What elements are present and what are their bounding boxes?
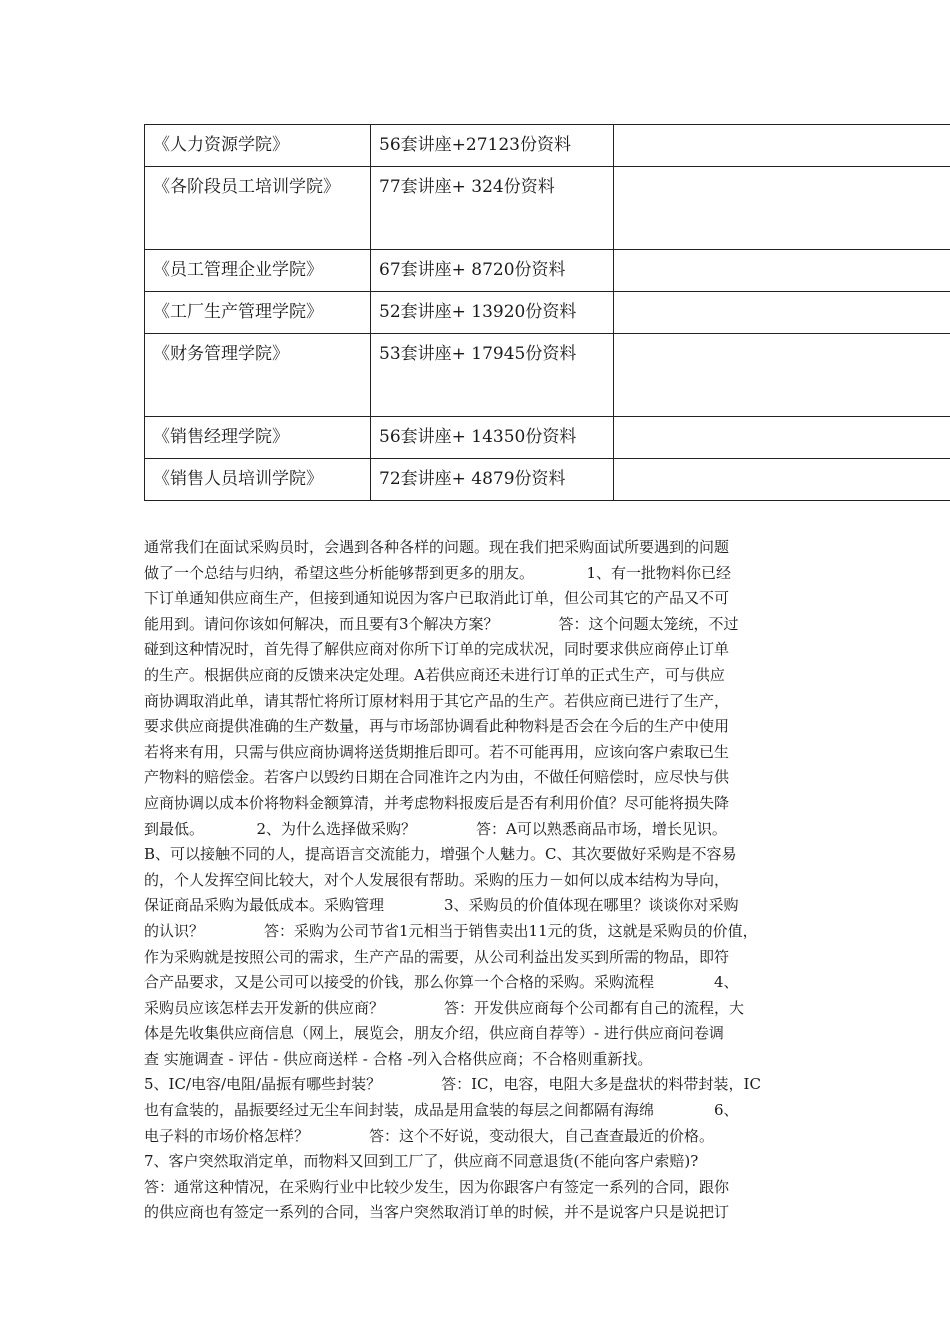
- empty-cell: [614, 292, 950, 334]
- paragraph-line: 7、客户突然取消定单，而物料又回到工厂了，供应商不同意退货(不能向客户索赔)?: [144, 1152, 699, 1171]
- paragraph-line: 体是先收集供应商信息（网上，展览会，朋友介绍，供应商自荐等）- 进行供应商问卷调: [144, 1024, 724, 1043]
- table-row: [145, 292, 950, 334]
- paragraph-line: 作为采购就是按照公司的需求，生产产品的需要，从公司利益出发买到所需的物品，即符: [144, 947, 730, 966]
- paragraph-line: 能用到。请问你该如何解决，而且要有3个解决方案？ 答：这个问题太笼统，不过: [144, 614, 739, 633]
- paragraph-line: 5、IC/电容/电阻/晶振有哪些封装？ 答：IC，电容，电阻大多是盘状的料带封装，IC: [144, 1075, 761, 1094]
- empty-cell: [614, 417, 950, 459]
- paragraph-line: 的供应商也有签定一系列的合同，当客户突然取消订单的时候，并不是说客户只是说把订: [144, 1203, 730, 1222]
- paragraph-line: 也有盒装的，晶振要经过无尘车间封装，成品是用盒装的每层之间都隔有海绵 6、: [144, 1101, 739, 1120]
- paragraph-line: 电子料的市场价格怎样？ 答：这个不好说，变动很大，自己查查最近的价格。: [144, 1126, 715, 1145]
- course-name-cell: 《人力资源学院》: [145, 125, 371, 167]
- course-count-cell: 52套讲座+ 13920份资料: [371, 292, 614, 334]
- course-count-cell: 56套讲座+ 14350份资料: [371, 417, 614, 459]
- paragraph-line: 碰到这种情况时，首先得了解供应商对你所下订单的完成状况，同时要求供应商停止订单: [144, 640, 730, 659]
- empty-cell: [614, 167, 950, 250]
- course-name-cell: 《销售经理学院》: [145, 417, 371, 459]
- course-count-cell: 53套讲座+ 17945份资料: [371, 334, 614, 417]
- course-table-body: [145, 125, 950, 501]
- course-count-cell: 77套讲座+ 324份资料: [371, 167, 614, 250]
- paragraph-line: 到最低。 2、为什么选择做采购？ 答：A可以熟悉商品市场，增长见识。: [144, 819, 727, 838]
- paragraph-line: 答：通常这种情况，在采购行业中比较少发生，因为你跟客户有签定一系列的合同，跟你: [144, 1177, 730, 1196]
- paragraph-line: 保证商品采购为最低成本。采购管理 3、采购员的价值体现在哪里？谈谈你对采购: [144, 896, 739, 915]
- course-count-cell: 72套讲座+ 4879份资料: [371, 459, 614, 501]
- paragraph-line: 商协调取消此单，请其帮忙将所订原材料用于其它产品的生产。若供应商已进行了生产，: [144, 691, 730, 710]
- paragraph-line: 若将来有用，只需与供应商协调将送货期推后即可。若不可能再用，应该向客户索取已生: [144, 742, 730, 761]
- course-name-cell: 《员工管理企业学院》: [145, 250, 371, 292]
- paragraph-line: 做了一个总结与归纳，希望这些分析能够帮到更多的朋友。 1、有一批物料你已经: [144, 563, 732, 582]
- paragraph-line: 合产品要求，又是公司可以接受的价钱，那么你算一个合格的采购。采购流程 4、: [144, 973, 739, 992]
- course-name-cell: 《各阶段员工培训学院》: [145, 167, 371, 250]
- table-row: [145, 125, 950, 167]
- paragraph-line: 的认识？ 答：采购为公司节省1元相当于销售卖出11元的货，这就是采购员的价值，: [144, 921, 758, 940]
- table-row: [145, 417, 950, 459]
- empty-cell: [614, 250, 950, 292]
- course-count-cell: 56套讲座+27123份资料: [371, 125, 614, 167]
- article-body: [144, 535, 950, 1226]
- paragraph-line: 的，个人发挥空间比较大，对个人发展很有帮助。采购的压力－如何以成本结构为导向，: [144, 870, 730, 889]
- course-name-cell: 《工厂生产管理学院》: [145, 292, 371, 334]
- empty-cell: [614, 459, 950, 501]
- table-row: [145, 167, 950, 250]
- paragraph-line: 的生产。根据供应商的反馈来决定处理。A若供应商还未进行订单的正式生产，可与供应: [144, 665, 725, 684]
- paragraph-line: 采购员应该怎样去开发新的供应商？ 答：开发供应商每个公司都有自己的流程，大: [144, 998, 745, 1017]
- paragraph-line: 查 实施调查 - 评估 - 供应商送样 - 合格 -列入合格供应商；不合格则重新找。: [144, 1049, 653, 1068]
- table-row: [145, 459, 950, 501]
- paragraph-line: 通常我们在面试采购员时，会遇到各种各样的问题。现在我们把采购面试所要遇到的问题: [144, 538, 730, 556]
- course-count-cell: 67套讲座+ 8720份资料: [371, 250, 614, 292]
- table-row: [145, 250, 950, 292]
- course-name-cell: 《财务管理学院》: [145, 334, 371, 417]
- paragraph-line: 要求供应商提供准确的生产数量，再与市场部协调看此种物料是否会在今后的生产中使用: [144, 717, 730, 736]
- empty-cell: [614, 334, 950, 417]
- table-row: [145, 334, 950, 417]
- empty-cell: [614, 125, 950, 167]
- paragraph-line: B、可以接触不同的人，提高语言交流能力，增强个人魅力。C、其次要做好采购是不容易: [144, 845, 737, 864]
- course-table: [144, 124, 950, 501]
- paragraph-line: 下订单通知供应商生产，但接到通知说因为客户已取消此订单，但公司其它的产品又不可: [144, 589, 730, 608]
- course-name-cell: 《销售人员培训学院》: [145, 459, 371, 501]
- paragraph-line: 产物料的赔偿金。若客户以毁约日期在合同准许之内为由，不做任何赔偿时，应尽快与供: [144, 768, 730, 787]
- paragraph-line: 应商协调以成本价将物料金额算清，并考虑物料报废后是否有利用价值？尽可能将损失降: [144, 793, 730, 812]
